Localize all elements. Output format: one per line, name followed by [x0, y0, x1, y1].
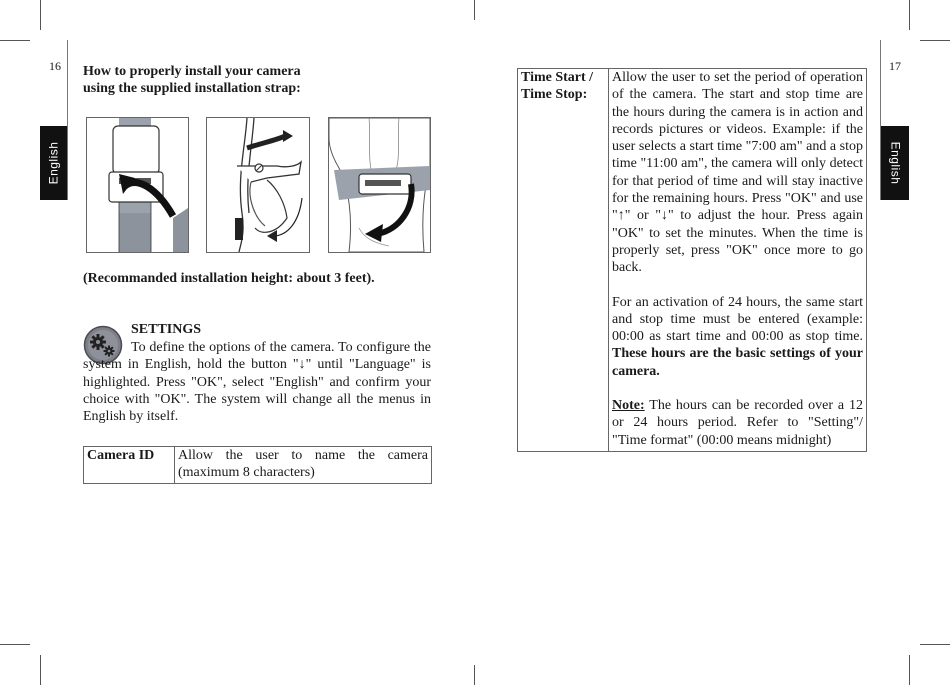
settings-text: To define the options of the camera. To configure the system in English, hold the button "↓" until "Language" is highlighted. Press "OK", select "English" and confirm your choice with "OK". The system will change all the menus in English by itself. — [83, 340, 431, 425]
camera-id-table — [83, 446, 432, 484]
camera-id-description: Allow the user to name the camera (maximum 8 characters) — [175, 447, 432, 484]
label-line: Time Stop: — [521, 87, 588, 103]
installation-height-note: (Recommanded installation height: about 3 feet). — [83, 271, 375, 286]
time-note — [612, 397, 863, 449]
crop-mark — [40, 0, 41, 30]
time-para-1: Allow the user to set the period of operation of the camera. The start and stop time are the hours during the camera is in action and records pictures or videos. Example: if the user selects a start time "7:00 am" and a stop time "11:00 am", the camera will only detect for that period of time and will stay inactive for the remaining hours. Press "OK" and use "↑" or "↓" to adjust the hour. Press again "OK" to set the minutes. When the time is properly set, press "OK" once more to go back. — [612, 70, 863, 276]
install-heading-line: How to properly install your camera — [83, 64, 301, 79]
language-tab-right — [881, 126, 909, 200]
crop-mark — [474, 665, 475, 685]
time-para-2-text: For an activation of 24 hours, the same start and stop time must be entered (example: 00:00 as start time and 00:00 as stop time. — [612, 294, 863, 345]
strap-around-tree-illustration — [328, 117, 431, 253]
crop-mark — [920, 644, 950, 645]
crop-mark — [0, 40, 30, 41]
time-start-stop-description — [609, 69, 867, 452]
table-row — [84, 447, 432, 484]
page-number-right: 17 — [889, 59, 901, 73]
crop-mark — [909, 655, 910, 685]
page-number-left: 16 — [49, 59, 61, 73]
strap-buckle-illustration — [86, 117, 189, 253]
camera-strap-clip-illustration — [206, 117, 310, 253]
label-line: Time Start / — [521, 70, 594, 85]
time-para-2-bold: These hours are the basic settings of your camera. — [612, 346, 863, 379]
note-label: Note: — [612, 398, 645, 414]
camera-id-label: Camera ID — [84, 447, 175, 484]
crop-mark — [40, 655, 41, 685]
time-para-2 — [612, 294, 863, 380]
time-start-stop-label — [518, 69, 609, 452]
crop-mark — [909, 0, 910, 30]
install-heading — [83, 63, 423, 97]
language-tab-left — [40, 126, 67, 200]
language-tab-label: English — [46, 141, 61, 185]
table-row — [518, 69, 867, 452]
page-edge-line — [67, 40, 68, 200]
crop-mark — [920, 40, 950, 41]
language-tab-label: English — [888, 141, 903, 185]
install-heading-line: using the supplied installation strap: — [83, 81, 301, 96]
crop-mark — [0, 644, 30, 645]
crop-mark — [474, 0, 475, 20]
note-text: The hours can be recorded over a 12 or 24 hours period. Refer to "Setting"/ "Time format" (00:00 means midnight) — [612, 398, 863, 448]
time-start-stop-table — [517, 68, 867, 452]
settings-title: SETTINGS — [131, 322, 202, 337]
